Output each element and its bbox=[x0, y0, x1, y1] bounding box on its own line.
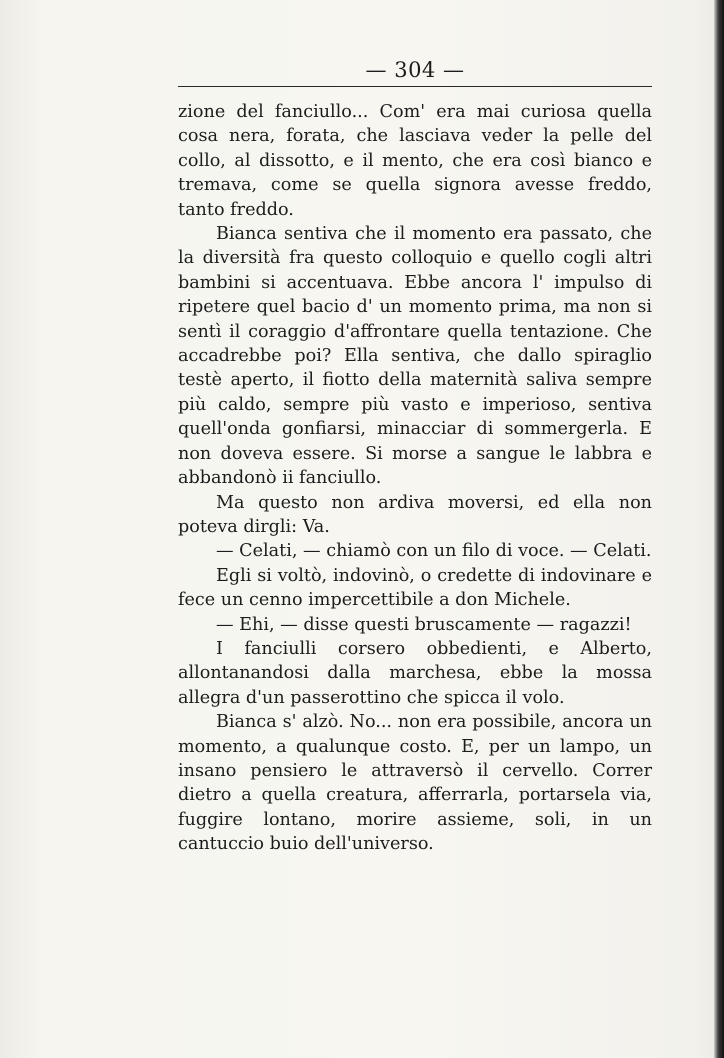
paragraph: Bianca s' alzò. No... non era possibile, ancora un momento, a qualunque costo. E, per un lampo, un insano pensiero le attraversò il cervello. Correr dietro a quella creatura, afferrarla, portarsela via, fuggire lontano, morire assieme, soli, in un cantuccio buio dell'universo. bbox=[178, 712, 652, 855]
paragraph: zione del fanciullo... Com' era mai curiosa quella cosa nera, forata, che lasciava veder la pelle del collo, al dissotto, e il mento, che era così bianco e tremava, come se quella signora avesse freddo, tanto freddo. bbox=[178, 102, 652, 220]
paragraph: I fanciulli corsero obbedienti, e Alberto, allontanandosi dalla marchesa, ebbe la mossa allegra d'un passerottino che spicca il volo. bbox=[178, 638, 652, 708]
paragraph: Egli si voltò, indovinò, o credette di indovinare e fece un cenno impercettibile a don Michele. bbox=[178, 565, 652, 611]
text-body bbox=[178, 100, 652, 857]
paragraph: Bianca sentiva che il momento era passato, che la diversità fra questo colloquio e quello cogli altri bambini si accentuava. Ebbe ancora l' impulso di ripetere quel bacio d' un momento prima, ma non si sentì il coraggio d'affrontare quella tentazione. Che accadrebbe poi? Ella sentiva, che dallo spiraglio testè aperto, il fiotto della maternità saliva sempre più caldo, sempre più vasto e imperioso, sentiva quell'onda gonfiarsi, minacciar di sommergerla. E non doveva essere. Si morse a sangue le labbra e abbandonò ii fanciullo. bbox=[178, 224, 652, 489]
paragraph: — Ehi, — disse questi bruscamente — ragazzi! bbox=[216, 614, 632, 635]
page-number: — 304 — bbox=[365, 58, 465, 82]
page-edge-shadow bbox=[714, 0, 724, 1058]
paragraph: Ma questo non ardiva moversi, ed ella non poteva dirgli: Va. bbox=[178, 492, 652, 537]
page-header bbox=[178, 56, 652, 87]
paragraph: — Celati, — chiamò con un filo di voce. — Celati. bbox=[216, 541, 652, 562]
